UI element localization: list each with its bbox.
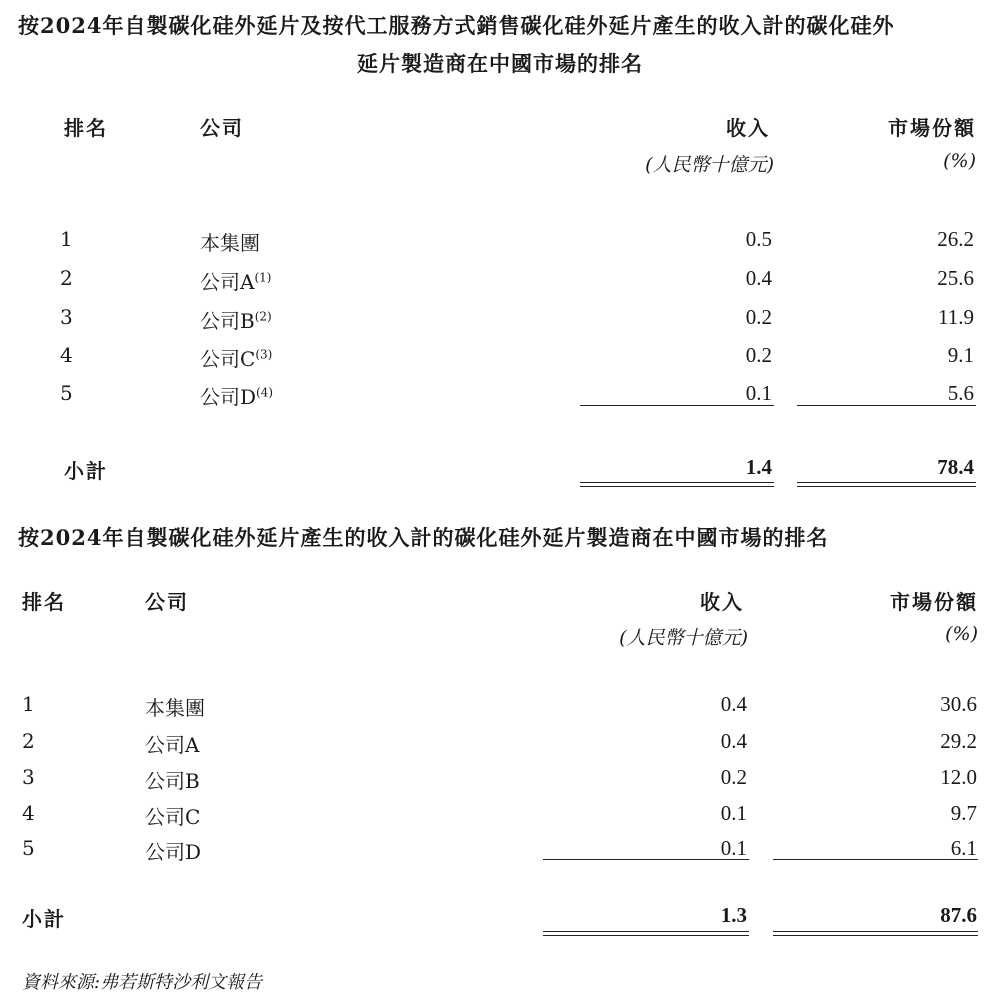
company-cell: 公司A xyxy=(145,733,200,757)
subtotal-share: 87.6 xyxy=(940,903,977,927)
company-cell: 本集團 xyxy=(145,696,205,720)
share-cell: 9.1 xyxy=(947,343,974,367)
footnote-marker: (4) xyxy=(256,385,274,400)
share-cell: 29.2 xyxy=(940,729,977,753)
company-cell: 公司C xyxy=(145,805,201,829)
revenue-cell: 0.4 xyxy=(745,266,772,290)
table2-header-share-unit: (%) xyxy=(945,623,978,645)
table1-header-share: 市場份額 xyxy=(888,116,976,140)
subtotal-label: 小計 xyxy=(64,459,108,483)
rank-cell: 2 xyxy=(60,266,73,290)
table1-title-line2: 延片製造商在中國市場的排名 xyxy=(357,51,643,76)
company-cell: 公司B xyxy=(145,769,200,793)
share-cell: 11.9 xyxy=(938,305,974,329)
table2-header-company: 公司 xyxy=(145,590,189,614)
rank-cell: 5 xyxy=(22,836,35,860)
company-name: 公司A xyxy=(200,270,255,294)
revenue-cell: 0.1 xyxy=(720,801,747,825)
table2-share-double-rule xyxy=(773,931,978,936)
table1-title-line1: 按2024年自製碳化硅外延片及按代工服務方式銷售碳化硅外延片產生的收入計的碳化硅外 xyxy=(18,13,895,38)
company-cell: 公司D xyxy=(145,840,202,864)
revenue-cell: 0.4 xyxy=(720,729,747,753)
share-cell: 25.6 xyxy=(937,266,974,290)
company-name: 公司B xyxy=(200,309,255,333)
company-cell xyxy=(200,343,272,372)
table2-header-rank: 排名 xyxy=(22,590,66,614)
revenue-cell: 0.5 xyxy=(745,227,772,251)
rank-cell: 3 xyxy=(22,765,35,789)
footnote-marker: (3) xyxy=(255,347,273,362)
revenue-cell: 0.2 xyxy=(745,343,772,367)
table1-revenue-rule xyxy=(580,405,774,406)
revenue-cell: 0.2 xyxy=(720,765,747,789)
table1-revenue-double-rule xyxy=(580,482,774,487)
share-cell: 30.6 xyxy=(940,692,977,716)
share-cell: 26.2 xyxy=(937,227,974,251)
rank-cell: 1 xyxy=(22,692,35,716)
share-cell: 9.7 xyxy=(950,801,977,825)
table2-header-share: 市場份額 xyxy=(890,590,978,614)
footnote-marker: (2) xyxy=(254,309,272,324)
revenue-cell: 0.1 xyxy=(720,836,747,860)
table1-header-revenue-unit: (人民幣十億元) xyxy=(645,154,774,176)
table1-share-rule xyxy=(797,405,976,406)
rank-cell: 2 xyxy=(22,729,35,753)
share-cell: 12.0 xyxy=(940,765,977,789)
table1-share-double-rule xyxy=(797,482,976,487)
table2-revenue-double-rule xyxy=(543,931,749,936)
company-cell xyxy=(200,381,273,410)
rank-cell: 5 xyxy=(60,381,73,405)
company-cell: 本集團 xyxy=(200,231,260,255)
table1-header-revenue: 收入 xyxy=(726,116,770,140)
company-name: 公司C xyxy=(200,347,256,371)
table2-share-rule xyxy=(773,859,978,860)
revenue-cell: 0.2 xyxy=(745,305,772,329)
table1-header-share-unit: (%) xyxy=(943,150,976,172)
revenue-cell: 0.1 xyxy=(745,381,772,405)
share-cell: 6.1 xyxy=(950,836,977,860)
company-cell xyxy=(200,305,272,334)
table1-header-company: 公司 xyxy=(200,116,244,140)
rank-cell: 4 xyxy=(22,801,35,825)
footnote-marker: (1) xyxy=(254,270,272,285)
company-name: 公司D xyxy=(200,385,257,409)
source-note: 資料來源:弗若斯特沙利文報告 xyxy=(22,972,263,993)
revenue-cell: 0.4 xyxy=(720,692,747,716)
subtotal-revenue: 1.3 xyxy=(720,903,747,927)
table2-revenue-rule xyxy=(543,859,749,860)
table2-header-revenue: 收入 xyxy=(700,590,744,614)
subtotal-label: 小計 xyxy=(22,907,66,931)
subtotal-share: 78.4 xyxy=(937,455,974,479)
rank-cell: 3 xyxy=(60,305,73,329)
rank-cell: 1 xyxy=(60,227,73,251)
table2-title: 按2024年自製碳化硅外延片產生的收入計的碳化硅外延片製造商在中國市場的排名 xyxy=(18,525,829,550)
table2-header-revenue-unit: (人民幣十億元) xyxy=(619,627,748,649)
table1-header-rank: 排名 xyxy=(64,116,108,140)
rank-cell: 4 xyxy=(60,343,73,367)
subtotal-revenue: 1.4 xyxy=(745,455,772,479)
company-cell xyxy=(200,266,271,295)
share-cell: 5.6 xyxy=(947,381,974,405)
